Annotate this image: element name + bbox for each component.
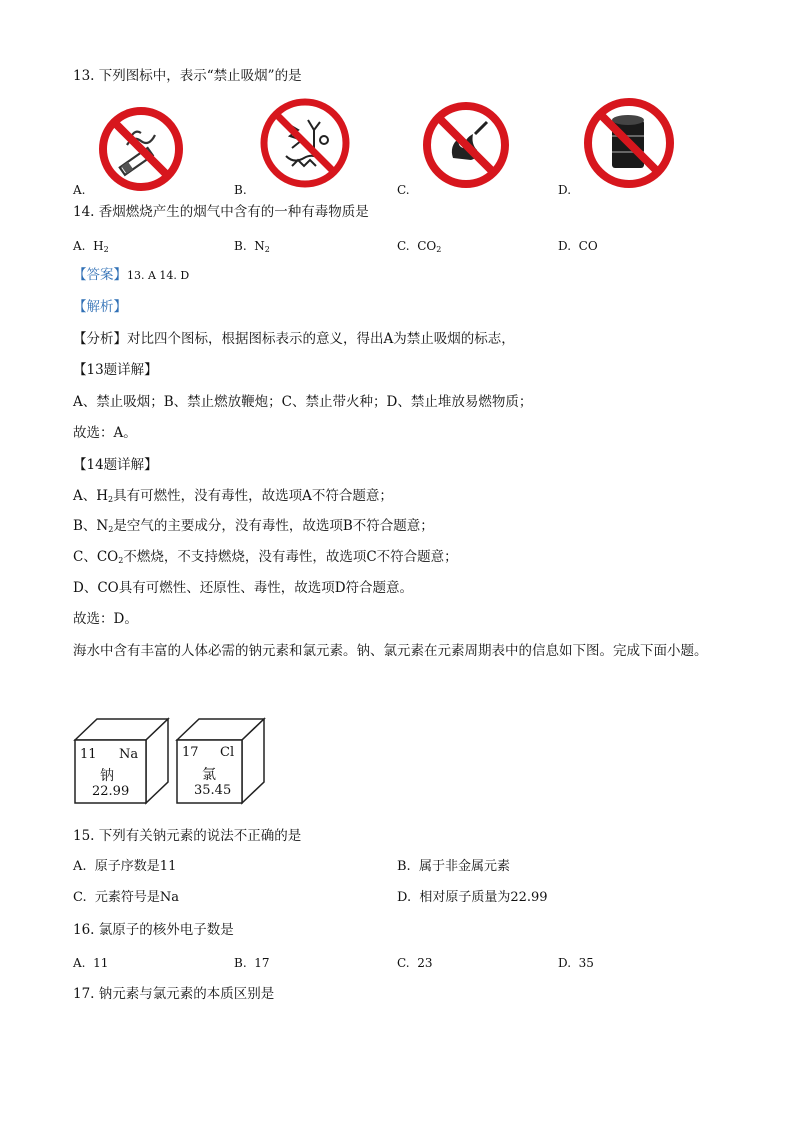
option-label: B. bbox=[234, 239, 247, 253]
option-label: B. bbox=[397, 859, 411, 874]
no-smoking-icon bbox=[97, 105, 185, 193]
option-label: C. bbox=[73, 890, 87, 905]
q13-option-c-label: C. bbox=[397, 183, 410, 197]
detail-post: 不燃烧，不支持燃烧，没有毒性，故选项C不符合题意； bbox=[123, 549, 458, 565]
cl-name: 氯 bbox=[202, 767, 216, 783]
q14-option-a bbox=[73, 238, 109, 258]
q14-option-d bbox=[558, 238, 598, 258]
q16-stem: 16. 氯原子的核外电子数是 bbox=[73, 922, 234, 938]
no-firecrackers-icon bbox=[258, 96, 352, 190]
option-label: A. bbox=[73, 239, 86, 253]
q15-option-b bbox=[397, 859, 510, 875]
analysis-tag: 【解析】 bbox=[73, 299, 127, 315]
q14-choice: 故选：D。 bbox=[73, 611, 138, 627]
option-text: 属于非金属元素 bbox=[418, 859, 510, 874]
detail-post: 具有可燃性，没有毒性，故选项A不符合题意； bbox=[113, 488, 393, 504]
option-label: A. bbox=[73, 956, 86, 970]
option-formula: H bbox=[93, 239, 104, 253]
na-name: 钠 bbox=[100, 768, 114, 784]
q16-option-c bbox=[397, 955, 433, 971]
q15-stem: 15. 下列有关钠元素的说法不正确的是 bbox=[73, 828, 302, 844]
answer-tag: 【答案】 bbox=[73, 267, 127, 283]
option-label: A. bbox=[73, 859, 87, 874]
cl-atomic-number: 17 bbox=[182, 745, 199, 760]
q15-option-a bbox=[73, 859, 176, 875]
q13-option-a-label: A. bbox=[73, 183, 86, 197]
q14-detail-line-d bbox=[73, 579, 413, 601]
option-label: B. bbox=[234, 956, 247, 970]
detail-pre: C、CO bbox=[73, 549, 119, 565]
q14-detail-line-c bbox=[73, 548, 458, 570]
q14-stem: 14. 香烟燃烧产生的烟气中含有的一种有毒物质是 bbox=[73, 204, 369, 220]
option-label: C. bbox=[397, 956, 410, 970]
q14-detail-title: 【14题详解】 bbox=[73, 457, 158, 473]
na-atomic-number: 11 bbox=[80, 747, 97, 762]
q13-option-b-label: B. bbox=[234, 183, 247, 197]
na-symbol: Na bbox=[119, 747, 139, 762]
option-text: 相对原子质量为22.99 bbox=[419, 890, 548, 905]
q16-option-b bbox=[234, 955, 270, 971]
option-label: D. bbox=[558, 239, 572, 253]
q14-detail-line-a bbox=[73, 487, 393, 509]
passage-text: 海水中含有丰富的人体必需的钠元素和氯元素。钠、氯元素在元素周期表中的信息如下图。完成下面小题。 bbox=[73, 643, 708, 659]
q13-detail-text: A、禁止吸烟；B、禁止燃放鞭炮；C、禁止带火种；D、禁止堆放易燃物质； bbox=[73, 394, 533, 410]
q13-stem: 13. 下列图标中，表示“禁止吸烟”的是 bbox=[73, 68, 302, 84]
q14-detail-line-b bbox=[73, 517, 434, 539]
q13-choice: 故选：A。 bbox=[73, 425, 137, 441]
option-label: D. bbox=[558, 956, 572, 970]
option-formula: CO bbox=[578, 239, 598, 253]
q17-stem: 17. 钠元素与氯元素的本质区别是 bbox=[73, 986, 275, 1002]
no-flammable-storage-icon bbox=[582, 96, 676, 190]
option-text: 元素符号是Na bbox=[94, 890, 180, 905]
answer-text: 13. A 14. D bbox=[127, 269, 190, 282]
detail-sub: 2 bbox=[108, 495, 114, 504]
q14-option-b bbox=[234, 238, 270, 258]
q15-option-d bbox=[397, 890, 548, 906]
q14-option-c bbox=[397, 238, 441, 258]
option-text: 原子序数是11 bbox=[94, 859, 177, 874]
option-subscript: 2 bbox=[264, 245, 270, 254]
detail-sub: 2 bbox=[118, 556, 124, 565]
detail-pre: A、H bbox=[73, 488, 109, 504]
cl-symbol: Cl bbox=[220, 745, 235, 760]
fenxi-tag: 【分析】 bbox=[73, 331, 127, 347]
answer-line bbox=[73, 266, 189, 285]
analysis-fenxi bbox=[73, 330, 515, 348]
option-subscript: 2 bbox=[436, 245, 442, 254]
q16-option-a bbox=[73, 955, 108, 971]
option-text: 17 bbox=[254, 956, 270, 970]
option-formula: N bbox=[254, 239, 265, 253]
detail-pre: B、N bbox=[73, 518, 109, 534]
na-mass: 22.99 bbox=[92, 784, 130, 799]
detail-pre: D、CO bbox=[73, 580, 119, 596]
q15-option-c bbox=[73, 890, 179, 906]
option-formula: CO bbox=[417, 239, 437, 253]
option-text: 35 bbox=[578, 956, 594, 970]
q16-option-d bbox=[558, 955, 594, 971]
detail-post: 具有可燃性、还原性、毒性，故选项D符合题意。 bbox=[118, 580, 414, 596]
no-open-flame-icon bbox=[421, 100, 511, 190]
option-text: 11 bbox=[93, 956, 109, 970]
option-label: C. bbox=[397, 239, 410, 253]
fenxi-text: 对比四个图标，根据图标表示的意义，得出A为禁止吸烟的标志， bbox=[127, 331, 515, 347]
q13-option-d-label: D. bbox=[558, 183, 572, 197]
option-text: 23 bbox=[417, 956, 433, 970]
q13-detail-title: 【13题详解】 bbox=[73, 362, 158, 378]
option-subscript: 2 bbox=[103, 245, 109, 254]
detail-post: 是空气的主要成分，没有毒性，故选项B不符合题意； bbox=[113, 518, 434, 534]
detail-sub: 2 bbox=[108, 525, 114, 534]
option-label: D. bbox=[397, 890, 412, 905]
cl-mass: 35.45 bbox=[194, 783, 232, 798]
